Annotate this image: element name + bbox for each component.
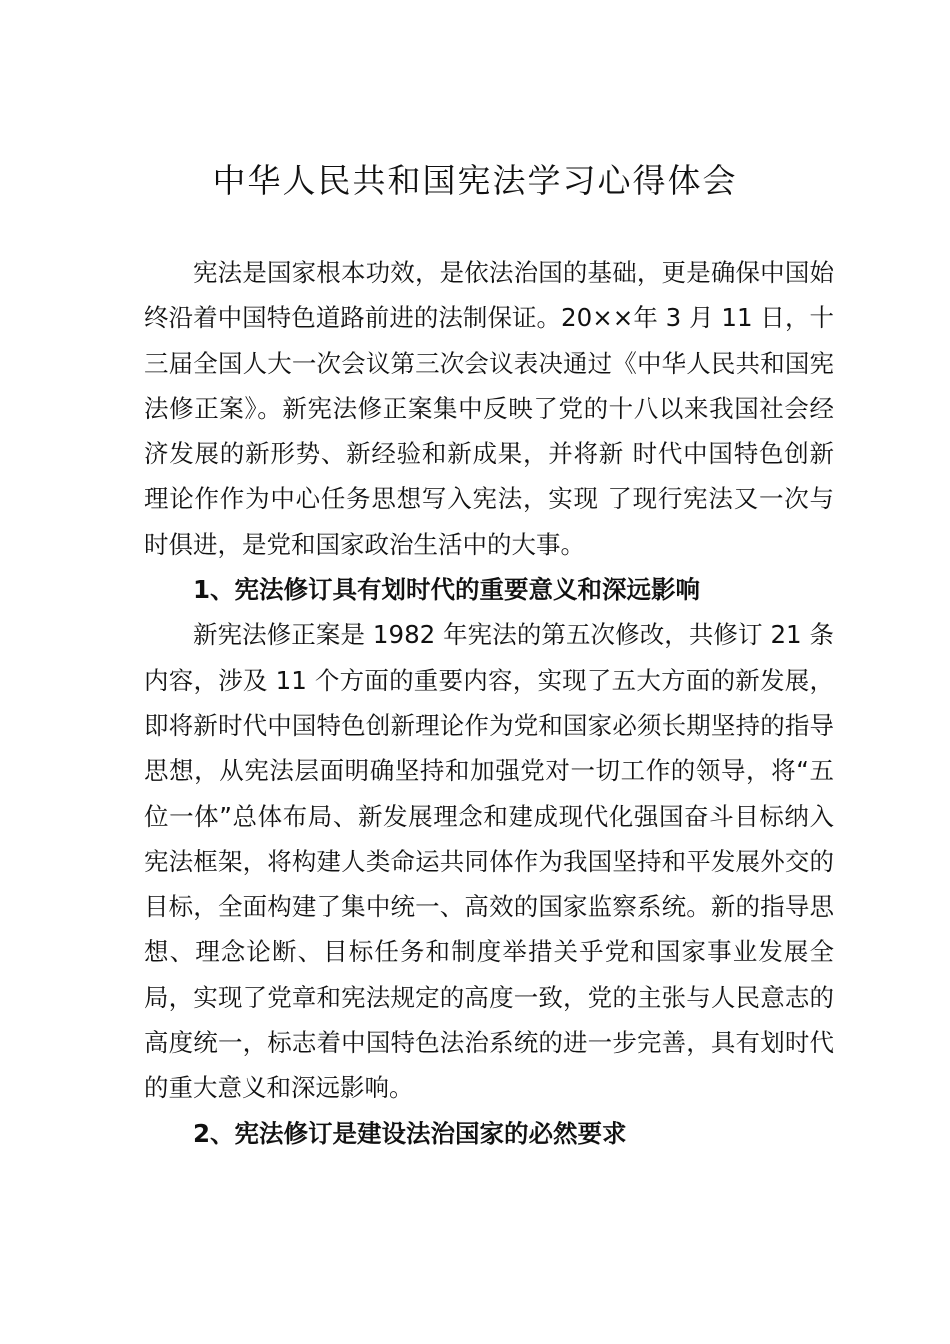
paragraph-section-1: 新宪法修正案是 1982 年宪法的第五次修改，共修订 21 条内容，涉及 11 个方面的重要内容，实现了五大方面的新发展，即将新时代中国特色创新理论作为党和国家必须长期坚持的指导思想，从宪法层面明确坚持和加强党对一切工作的领导，将“五位一体”总体布局、新发展理念和建成现代化强国奋斗目标纳入宪法框架，将构建人类命运共同体作为我国坚持和平发展外交的目标，全面构建了集中统一、高效的国家监察系统。新的指导思想、理念论断、目标任务和制度举措关乎党和国家事业发展全局，实现了党章和宪法规定的高度一致，党的主张与人民意志的高度统一，标志着中国特色法治系统的进一步完善，具有划时代的重大意义和深远影响。	[144, 620, 834, 1103]
section-heading-2: 2、宪法修订是建设法治国家的必然要求	[193, 1118, 627, 1148]
section-heading-1: 1、宪法修订具有划时代的重要意义和深远影响	[193, 575, 701, 605]
paragraph-intro: 宪法是国家根本功效，是依法治国的基础，更是确保中国始终沿着中国特色道路前进的法制保证。20××年 3 月 11 日，十三届全国人大一次会议第三次会议表决通过《中华人民共和国宪法修正案》。新宪法修正案集中反映了党的十八以来我国社会经济发展的新形势、新经验和新成果，并将新 时代中国特色创新理论作作为中心任务思想写入宪法，实现 了现行宪法又一次与时俱进，是党和国家政治生活中的大事。	[144, 258, 834, 559]
document-title: 中华人民共和国宪法学习心得体会	[212, 161, 738, 200]
document-body	[144, 250, 834, 1156]
